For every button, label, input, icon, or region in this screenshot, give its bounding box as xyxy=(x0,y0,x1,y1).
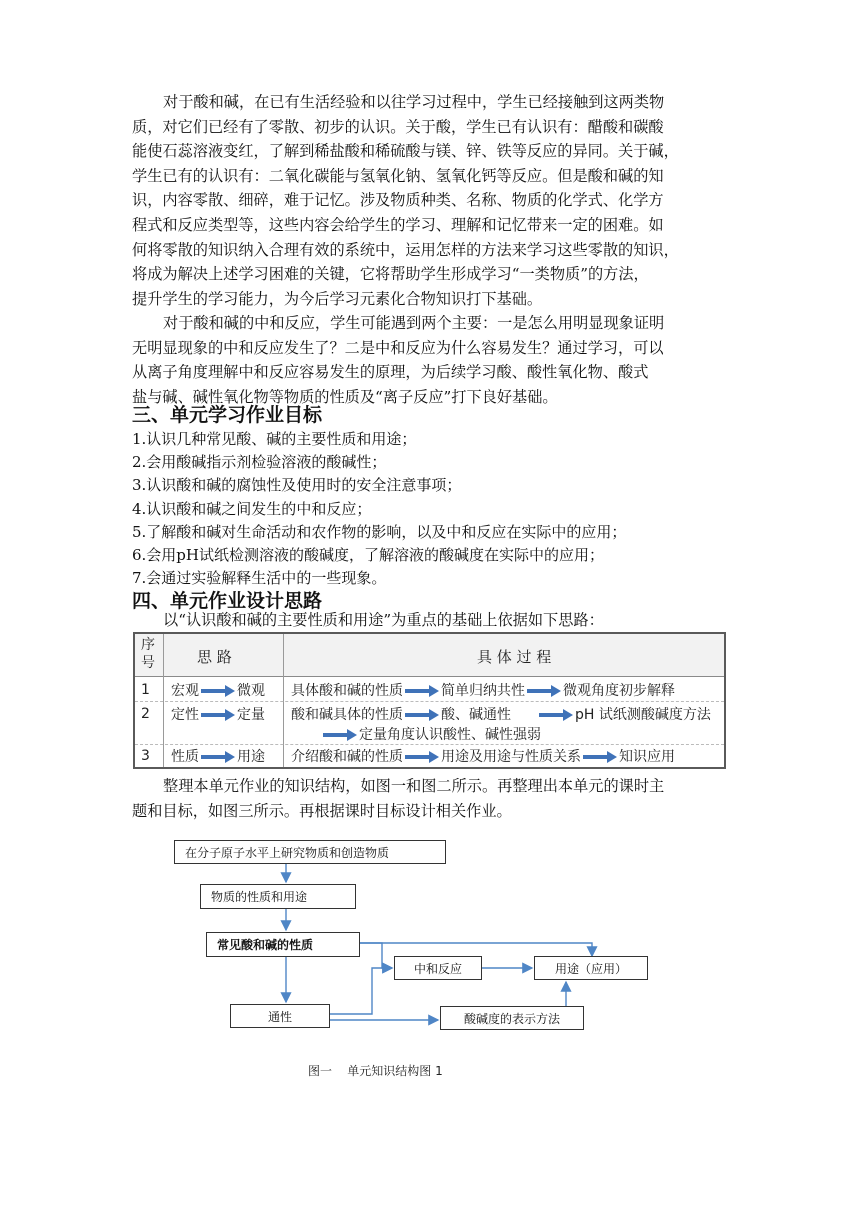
row-process xyxy=(291,680,675,700)
node-research-matter: 在分子原子水平上研究物质和创造物质 xyxy=(174,840,446,864)
row-process-2 xyxy=(321,724,541,744)
text-line: 无明显现象的中和反应发生了？二是中和反应为什么容易发生？通过学习，可以 xyxy=(132,338,664,357)
row-no: 2 xyxy=(141,706,150,722)
goal-item: 3.认识酸和碱的腐蚀性及使用时的安全注意事项； xyxy=(132,476,462,495)
idea-from: 宏观 xyxy=(171,683,199,699)
text-line: 以“认识酸和碱的主要性质和用途”为重点的基础上依据如下思路： xyxy=(163,611,604,629)
text-line: 程式和反应类型等，这些内容会给学生的学习、理解和记忆带来一定的困难。如 xyxy=(132,215,664,234)
row-idea xyxy=(171,746,265,766)
thinking-table xyxy=(133,632,726,769)
row-process xyxy=(291,704,711,724)
goal-item: 1.认识几种常见酸、碱的主要性质和用途； xyxy=(132,430,417,448)
text-line: 质，对它们已经有了零散、初步的认识。关于酸，学生已有认识有：醋酸和碳酸 xyxy=(132,117,664,136)
goal-item: 7.会通过实验解释生活中的一些现象。 xyxy=(132,569,387,588)
knowledge-structure-diagram xyxy=(160,832,700,1092)
idea-from: 定性 xyxy=(171,707,199,723)
node-applications: 用途（应用） xyxy=(534,956,648,980)
text-line: 对于酸和碱的中和反应，学生可能遇到两个主要：一是怎么用明显现象证明 xyxy=(163,314,665,332)
goal-item: 6.会用pH试纸检测溶液的酸碱度，了解溶液的酸碱度在实际中的应用； xyxy=(132,546,604,565)
arrow-right-icon xyxy=(201,710,235,720)
arrow-right-icon xyxy=(405,710,439,720)
goal-item: 5.了解酸和碱对生命活动和农作物的影响，以及中和反应在实际中的应用； xyxy=(132,522,627,541)
idea-to: 用途 xyxy=(237,749,265,765)
section-3-heading: 三、单元学习作业目标 xyxy=(132,404,323,426)
process-step: 定量角度认识酸性、碱性强弱 xyxy=(359,727,541,743)
row-idea xyxy=(171,680,265,700)
arrow-right-icon xyxy=(527,686,561,696)
figure-caption: 图一 单元知识结构图 1 xyxy=(308,1064,443,1078)
header-no-line: 序 xyxy=(141,637,155,653)
process-step: 介绍酸和碱的性质 xyxy=(291,749,403,765)
process-step: 知识应用 xyxy=(619,749,675,765)
goal-item: 4.认识酸和碱之间发生的中和反应； xyxy=(132,499,372,518)
row-no: 3 xyxy=(141,748,150,764)
process-step: 用途及用途与性质关系 xyxy=(441,749,581,765)
table-divider xyxy=(135,744,724,745)
text-line: 对于酸和碱，在已有生活经验和以往学习过程中，学生已经接触到这两类物 xyxy=(163,93,665,111)
text-line: 能使石蕊溶液变红，了解到稀盐酸和稀硫酸与镁、锌、铁等反应的异同。关于碱， xyxy=(132,142,679,161)
node-ph-methods: 酸碱度的表示方法 xyxy=(440,1006,584,1030)
section-4-intro xyxy=(132,608,732,633)
header-idea: 思 路 xyxy=(197,648,232,666)
text-line: 盐与碱、碱性氧化物等物质的性质及“离子反应”打下良好基础。 xyxy=(132,387,558,406)
arrow-right-icon xyxy=(201,752,235,762)
idea-from: 性质 xyxy=(171,749,199,765)
header-process: 具 体 过 程 xyxy=(477,648,552,666)
row-no: 1 xyxy=(141,682,150,698)
row-idea xyxy=(171,704,265,724)
connector-line xyxy=(360,943,592,956)
text-line: 识，内容零散、细碎，难于记忆。涉及物质种类、名称、物质的化学式、化学方 xyxy=(132,191,664,210)
row-process xyxy=(291,746,675,766)
process-step: 具体酸和碱的性质 xyxy=(291,683,403,699)
header-no xyxy=(141,636,155,672)
node-properties-uses: 物质的性质和用途 xyxy=(200,884,356,909)
process-step: 简单归纳共性 xyxy=(441,683,525,699)
process-step: 酸、碱通性 xyxy=(441,707,511,723)
header-no-line: 号 xyxy=(141,655,155,671)
arrow-right-icon xyxy=(323,730,357,740)
arrow-right-icon xyxy=(583,752,617,762)
arrow-right-icon xyxy=(539,710,573,720)
intro-paragraph-1 xyxy=(132,90,732,311)
text-line: 题和目标，如图三所示。再根据课时目标设计相关作业。 xyxy=(132,801,512,820)
connector-line xyxy=(360,943,392,968)
arrow-right-icon xyxy=(405,752,439,762)
connector-line xyxy=(330,968,392,1014)
structure-paragraph xyxy=(132,774,732,823)
node-neutralization: 中和反应 xyxy=(394,956,482,980)
node-general-properties: 通性 xyxy=(230,1004,330,1028)
text-line: 从离子角度理解中和反应容易发生的原理，为后续学习酸、酸性氧化物、酸式 xyxy=(132,363,649,382)
text-line: 整理本单元作业的知识结构，如图一和图二所示。再整理出本单元的课时主 xyxy=(163,777,665,795)
table-divider xyxy=(135,701,724,702)
goal-item: 2.会用酸碱指示剂检验溶液的酸碱性； xyxy=(132,453,387,472)
section-4-heading: 四、单元作业设计思路 xyxy=(132,590,323,612)
text-line: 学生已有的认识有：二氧化碳能与氢氧化钠、氢氧化钙等反应。但是酸和碱的知 xyxy=(132,166,664,185)
arrow-right-icon xyxy=(405,686,439,696)
text-line: 何将零散的知识纳入合理有效的系统中，运用怎样的方法来学习这些零散的知识， xyxy=(132,240,679,259)
goals-list xyxy=(132,428,626,590)
process-step: 微观角度初步解释 xyxy=(563,683,675,699)
process-step: 酸和碱具体的性质 xyxy=(291,707,403,723)
node-common-acid-base: 常见酸和碱的性质 xyxy=(206,932,360,957)
idea-to: 微观 xyxy=(237,683,265,699)
intro-paragraph-2 xyxy=(132,311,732,409)
idea-to: 定量 xyxy=(237,707,265,723)
text-line: 提升学生的学习能力，为今后学习元素化合物知识打下基础。 xyxy=(132,289,543,308)
process-step: pH 试纸测酸碱度方法 xyxy=(575,707,711,723)
text-line: 将成为解决上述学习困难的关键，它将帮助学生形成学习“一类物质”的方法， xyxy=(132,265,649,284)
arrow-right-icon xyxy=(201,686,235,696)
